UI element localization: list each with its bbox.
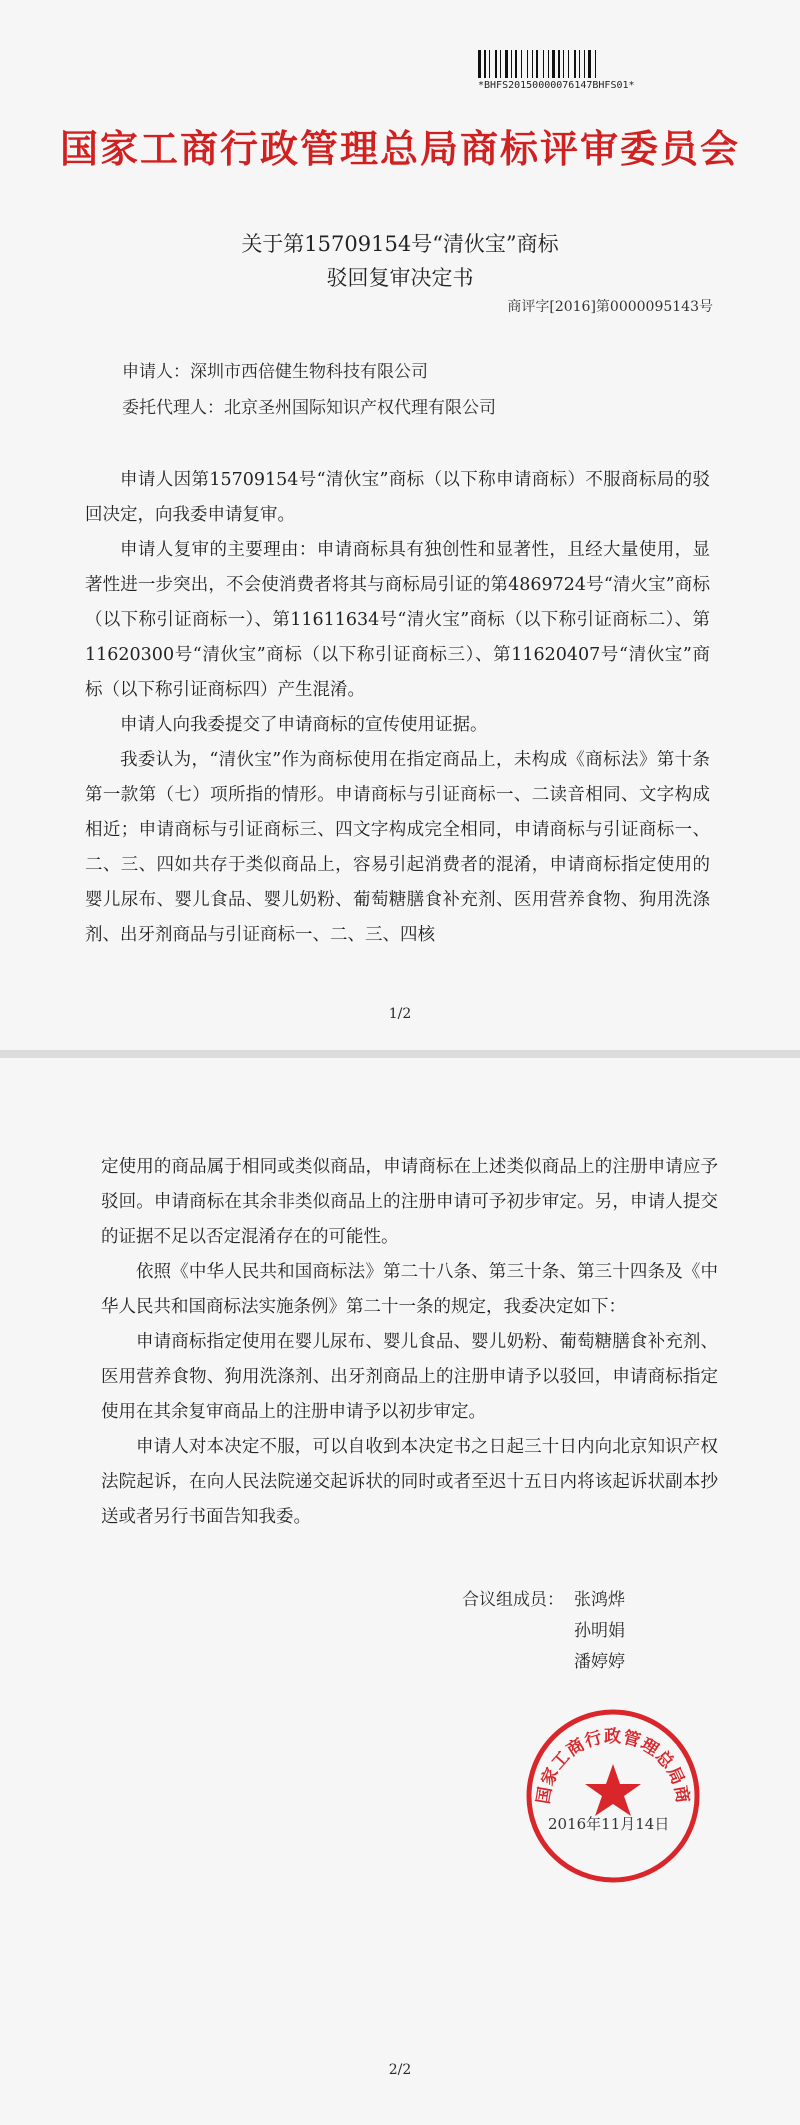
barcode-bar (498, 50, 499, 78)
document-title-line-1: 关于第15709154号“清伙宝”商标 (241, 232, 559, 256)
barcode-bar (570, 50, 573, 78)
barcode-bar (595, 50, 596, 78)
applicant-line: 申请人：深圳市西倍健生物科技有限公司 (122, 362, 428, 382)
barcode-bar (509, 50, 510, 78)
barcode-bar (577, 50, 578, 78)
barcode-bar (565, 50, 567, 78)
barcode-bar (536, 50, 538, 78)
page-number: 2/2 (388, 2062, 412, 2078)
paragraph: 申请人对本决定不服，可以自收到本决定书之日起三十日内向北京知识产权法院起诉，在向人民法院递交起诉状的同时或者至迟十五日内将该起诉状副本抄送或者另行书面告知我委。 (101, 1437, 718, 1527)
barcode-bar (505, 50, 508, 78)
page-2-body (101, 1150, 718, 1535)
barcode-bar (597, 50, 599, 78)
page-1-body (85, 463, 710, 953)
organization-title: 国家工商行政管理总局商标评审委员会 (59, 127, 740, 171)
barcode-bar (574, 50, 576, 78)
barcode-bar (495, 50, 497, 78)
barcode-bar (511, 50, 512, 78)
barcode-bar (478, 50, 481, 78)
barcode-bar (527, 50, 528, 78)
barcode-bar (558, 50, 560, 78)
barcode-bar (545, 50, 547, 78)
barcode-bar (502, 50, 504, 78)
barcode (478, 50, 682, 91)
page-number: 1/2 (388, 1006, 412, 1022)
document-title-line-2: 驳回复审决定书 (326, 266, 474, 290)
barcode-bar (487, 50, 488, 78)
paragraph: 我委认为，“清伙宝”作为商标使用在指定商品上，未构成《商标法》第十条第一款第（七）项所指的情形。申请商标与引证商标一、二读音相同、文字构成相近；申请商标与引证商标三、四文字构成完全相同，申请商标与引证商标一、二、三、四如共存于类似商品上，容易引起消费者的混淆，申请商标指定使用的婴儿尿布、婴儿食品、婴儿奶粉、葡萄糖膳食补充剂、医用营养食物、狗用洗涤剂、出牙剂商品与引证商标一、二、三、四核 (85, 750, 710, 945)
member-name: 张鸿烨 (574, 1590, 625, 1610)
seal-star-icon (585, 1764, 641, 1816)
decision-date: 2016年11月14日 (548, 1815, 670, 1833)
barcode-bar (482, 50, 483, 78)
member-name: 孙明娟 (574, 1621, 625, 1641)
barcode-bar (556, 50, 557, 78)
barcode-bar (484, 50, 486, 78)
paragraph: 申请人复审的主要理由：申请商标具有独创性和显著性，且经大量使用，显著性进一步突出，不会使消费者将其与商标局引证的第4869724号“清火宝”商标（以下称引证商标一）、第11611634号“清火宝”商标（以下称引证商标二）、第11620300号“清伙宝”商标（以下称引证商标三）、第11620407号“清伙宝”商标（以下称引证商标四）产生混淆。 (85, 540, 710, 700)
barcode-bar (518, 50, 520, 78)
barcode-bar (588, 50, 591, 78)
official-seal (523, 1706, 703, 1886)
barcode-bar (548, 50, 549, 78)
seal-text: 国家工商行政管理总局商 (533, 1727, 693, 1806)
barcode-bar (584, 50, 585, 78)
barcode-bars (478, 50, 682, 78)
barcode-bar (521, 50, 522, 78)
barcode-bar (513, 50, 514, 78)
barcode-bar (552, 50, 555, 78)
document-page-1 (0, 0, 800, 1050)
panel-label: 合议组成员： (462, 1590, 564, 1610)
barcode-bar (592, 50, 594, 78)
barcode-bar (523, 50, 526, 78)
barcode-bar (491, 50, 494, 78)
barcode-bar (539, 50, 542, 78)
paragraph: 申请人因第15709154号“清伙宝”商标（以下称申请商标）不服商标局的驳回决定，向我委申请复审。 (85, 470, 710, 525)
barcode-bar (543, 50, 544, 78)
barcode-bar (581, 50, 583, 78)
paragraph: 申请商标指定使用在婴儿尿布、婴儿食品、婴儿奶粉、葡萄糖膳食补充剂、医用营养食物、狗用洗涤剂、出牙剂商品上的注册申请予以驳回，申请商标指定使用在其余复审商品上的注册申请予以初步审定。 (101, 1332, 718, 1422)
barcode-bar (489, 50, 490, 78)
barcode-bar (532, 50, 533, 78)
barcode-bar (529, 50, 531, 78)
barcode-bar (515, 50, 517, 78)
member-name: 潘婷婷 (574, 1652, 625, 1672)
barcode-text: *BHFS20150000076147BHFS01* (478, 80, 635, 91)
barcode-bar (579, 50, 580, 78)
barcode-bar (563, 50, 564, 78)
paragraph-continuation: 定使用的商品属于相同或类似商品，申请商标在上述类似商品上的注册申请应予驳回。申请商标在其余非类似商品上的注册申请可予初步审定。另，申请人提交的证据不足以否定混淆存在的可能性。 (101, 1157, 718, 1247)
barcode-bar (586, 50, 587, 78)
barcode-bar (500, 50, 501, 78)
barcode-bar (550, 50, 551, 78)
barcode-bar (561, 50, 562, 78)
paragraph: 申请人向我委提交了申请商标的宣传使用证据。 (120, 715, 488, 735)
paragraph: 依照《中华人民共和国商标法》第二十八条、第三十条、第三十四条及《中华人民共和国商标法实施条例》第二十一条的规定，我委决定如下： (101, 1262, 718, 1317)
document-number: 商评字[2016]第0000095143号 (507, 299, 713, 315)
barcode-bar (568, 50, 569, 78)
panel-members (462, 1585, 625, 1678)
agent-line: 委托代理人：北京圣州国际知识产权代理有限公司 (122, 398, 496, 418)
barcode-bar (534, 50, 535, 78)
